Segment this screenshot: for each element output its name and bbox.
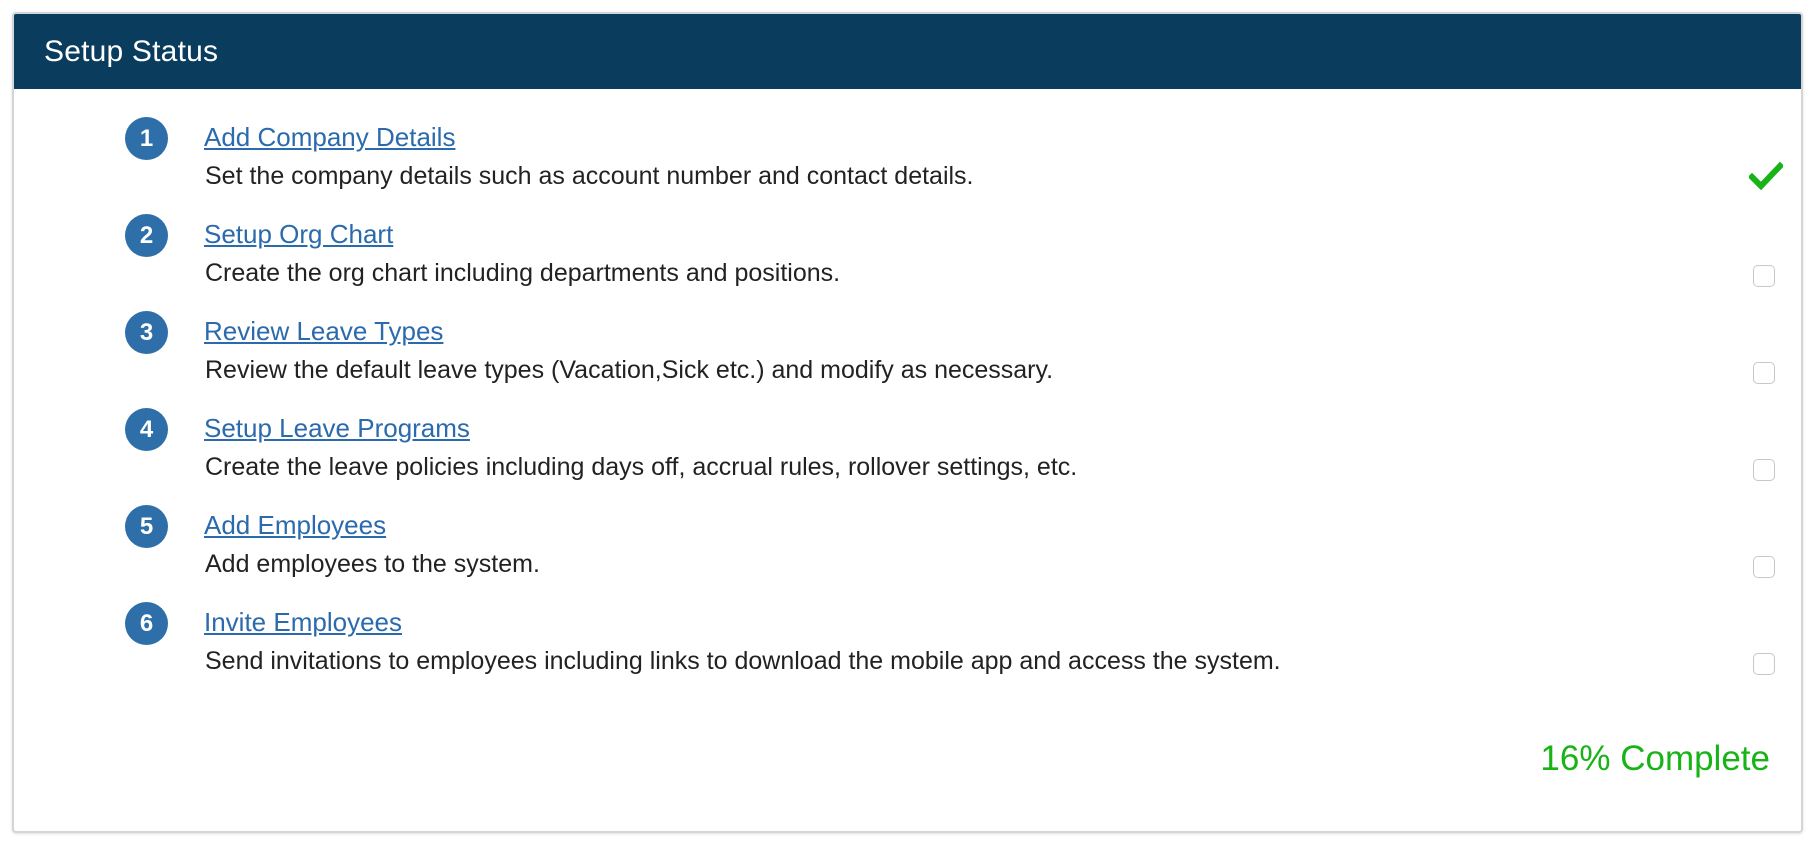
step-description: Create the leave policies including days off, accrual rules, rollover settings, etc. (205, 453, 1078, 481)
step-item (14, 602, 1801, 699)
step-item (14, 214, 1801, 311)
step-item (14, 117, 1801, 214)
step-number-badge: 2 (125, 214, 168, 257)
checkmark-icon (1749, 159, 1783, 193)
step-status-checkbox[interactable] (1753, 362, 1775, 384)
step-description: Add employees to the system. (205, 550, 540, 578)
setup-status-panel (12, 12, 1803, 833)
step-number-badge: 3 (125, 311, 168, 354)
step-item (14, 408, 1801, 505)
add-employees-link[interactable]: Add Employees (204, 510, 387, 540)
step-description: Review the default leave types (Vacation,Sick etc.) and modify as necessary. (205, 356, 1054, 384)
step-item (14, 505, 1801, 602)
add-company-details-link[interactable]: Add Company Details (204, 122, 456, 152)
step-description: Send invitations to employees including links to download the mobile app and access the system. (205, 647, 1281, 675)
review-leave-types-link[interactable]: Review Leave Types (204, 316, 444, 346)
completion-percentage: 16% Complete (1540, 739, 1770, 778)
setup-leave-programs-link[interactable]: Setup Leave Programs (204, 413, 470, 443)
step-number-badge: 6 (125, 602, 168, 645)
step-status-checkbox[interactable] (1753, 653, 1775, 675)
step-number-badge: 5 (125, 505, 168, 548)
step-number-badge: 4 (125, 408, 168, 451)
step-status-checkbox[interactable] (1753, 459, 1775, 481)
step-description: Set the company details such as account number and contact details. (205, 162, 974, 190)
setup-org-chart-link[interactable]: Setup Org Chart (204, 219, 394, 249)
panel-title: Setup Status (44, 34, 219, 68)
step-number-badge: 1 (125, 117, 168, 160)
invite-employees-link[interactable]: Invite Employees (204, 607, 402, 637)
step-status-checkbox[interactable] (1753, 556, 1775, 578)
step-item (14, 311, 1801, 408)
panel-header (14, 14, 1801, 89)
steps-list (14, 117, 1801, 699)
step-status-checkbox[interactable] (1753, 265, 1775, 287)
step-description: Create the org chart including departments and positions. (205, 259, 841, 287)
